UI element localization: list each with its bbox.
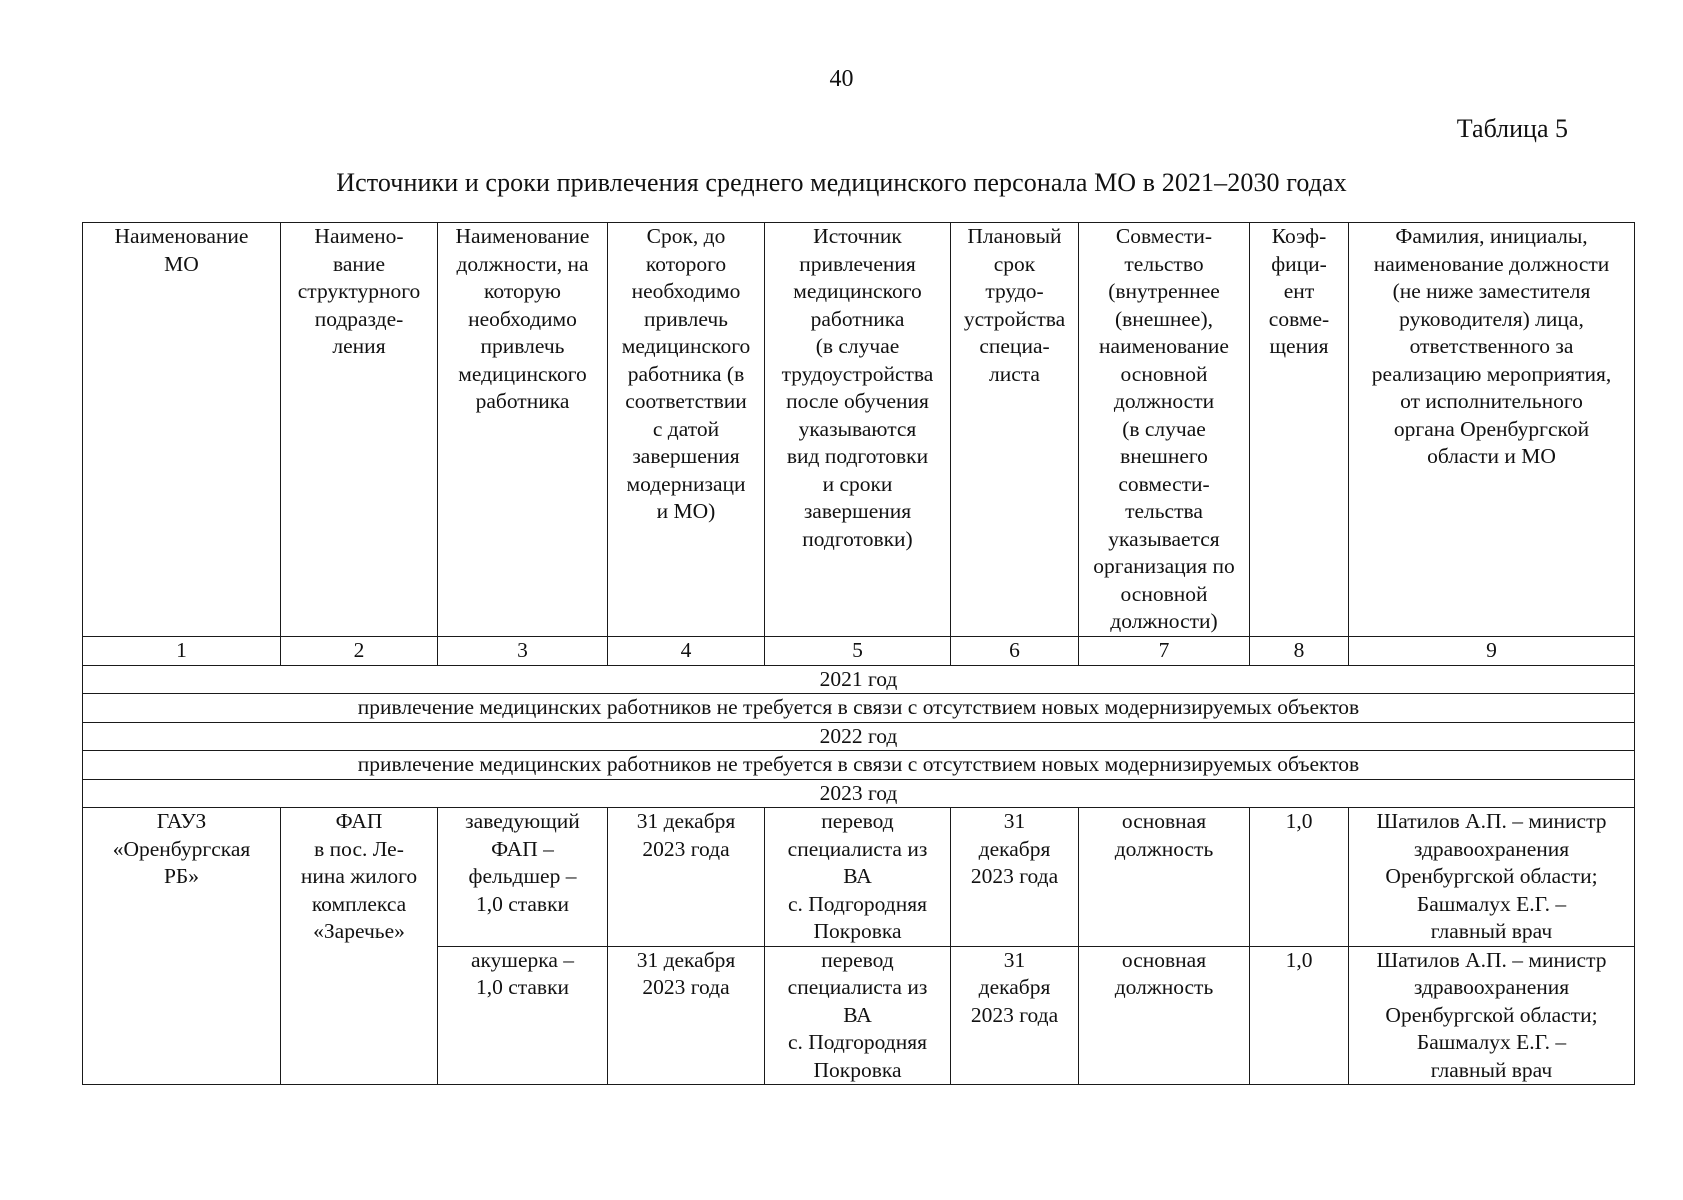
position-cell [438,808,608,947]
cell-text-line: Плановый [967,224,1062,248]
mo-name-cell [83,808,281,1085]
cell-text-line: (внутреннее [1108,279,1220,303]
cell-text-line: организация по [1093,554,1235,578]
cell-text-line: фици- [1271,251,1327,276]
cell-text-line: МО [164,251,199,276]
cell-text-line: Наименование [455,224,590,248]
column-number: 7 [1079,637,1250,666]
table-label: Таблица 5 [1456,114,1568,143]
cell-text-line: Коэф- [1271,224,1327,248]
header-cell-coefficient [1250,223,1349,637]
cell-text-line: устройства [963,306,1066,331]
cell-text-line: «Заречье» [313,919,405,943]
column-number-row [83,637,1635,666]
cell-text-line: РБ» [163,864,200,888]
note-row-2022 [83,751,1635,780]
cell-text-line: завершения [632,444,740,468]
cell-text-line: (в случае [1122,416,1206,441]
cell-text-line: должность [1114,836,1214,861]
cell-text-line: основная [1121,947,1207,972]
cell-text-line: здравоохранения [1413,975,1570,999]
cell-text-line: 31 [1003,947,1026,972]
column-number: 2 [281,637,438,666]
cell-text-line: медицинского [458,361,587,386]
cell-text-line: здравоохранения [1413,836,1570,861]
cell-text-line: Башмалух Е.Г. – [1416,891,1567,916]
cell-text-line: наименование [1099,334,1229,358]
cell-text-line: Источник [813,224,902,248]
cell-text-line: основная [1121,809,1207,833]
cell-text-line: и МО) [656,499,716,523]
cell-text-line: декабря [978,836,1051,861]
cell-text-line: руководителя) лица, [1399,306,1584,331]
cell-text-line: перевод [821,809,894,833]
cell-text-line: и сроки [822,471,893,496]
cell-text-line: перевод [821,947,894,972]
cell-text-line: Шатилов А.П. – министр [1376,809,1607,833]
cell-text-line: ВА [843,1002,872,1027]
cell-text-line: Совмести- [1115,224,1213,248]
unit-name-cell [281,808,438,1085]
cell-text-line: привлечь [480,334,565,358]
cell-text-line: 1,0 ставки [475,891,570,916]
cell-text-line: модернизаци [626,471,746,496]
cell-text-line: главный врач [1430,919,1553,943]
cell-text-line: наименование должности [1373,251,1610,276]
cell-text-line: специалиста из [787,975,928,999]
cell-text-line: соответствии [625,389,747,413]
cell-text-line: ент [1283,279,1315,303]
cell-text-line: медицинского [621,334,751,358]
column-number: 3 [438,637,608,666]
cell-text-line: которого [645,251,727,276]
cell-text-line: Наименование [114,224,249,248]
column-number: 5 [765,637,951,666]
header-cell-planned-date [951,223,1079,637]
cell-text-line: Покровка [813,919,902,943]
year-heading: 2022 год [83,722,1635,751]
cell-text-line: (внешнее), [1114,306,1214,331]
cell-text-line: 31 декабря [636,947,736,972]
source-cell [765,946,951,1085]
table-header-row [83,223,1635,637]
cell-text-line: 2023 года [642,975,730,999]
cell-text-line: листа [989,361,1040,386]
year-row-2023 [83,779,1635,808]
cell-text-line: 2023 года [642,836,730,861]
cell-text-line: с. Подгородняя [787,891,928,916]
year-heading: 2021 год [83,665,1635,694]
document-title: Источники и сроки привлечения среднего медицинского персонала МО в 2021–2030 годах [336,168,1347,197]
cell-text-line: привлечения [799,251,916,276]
cell-text-line: реализацию мероприятия, [1371,361,1612,386]
cell-text-line: внешнего [1120,444,1208,468]
cell-text-line: акушерка – [470,947,575,972]
cell-text-line: 2023 года [970,1002,1059,1027]
cell-text-line: Срок, до [646,224,726,248]
combination-cell [1079,946,1250,1085]
cell-text-line: Шатилов А.П. – министр [1376,947,1607,972]
planned-date-cell [951,946,1079,1085]
deadline-cell [608,946,765,1085]
cell-text-line: после обучения [786,389,929,413]
cell-text-line: трудо- [985,279,1044,303]
column-number: 1 [83,637,281,666]
responsible-cell [1349,946,1635,1085]
header-cell-deadline [608,223,765,637]
cell-text-line: заведующий [465,809,580,833]
cell-text-line: области и МО [1427,444,1556,468]
cell-text-line: необходимо [468,306,577,331]
cell-text-line: с датой [652,416,720,441]
cell-text-line: фельдшер – [468,864,577,888]
cell-text-line: срок [993,251,1036,276]
cell-text-line: основной [1120,361,1208,386]
cell-text-line: указываются [798,416,917,441]
cell-text-line: должность [1114,975,1214,999]
column-number: 9 [1349,637,1635,666]
cell-text-line: работника [810,306,905,331]
header-cell-mo [83,223,281,637]
cell-text-line: Покровка [813,1057,902,1082]
year-heading: 2023 год [83,779,1635,808]
cell-text-line: специалиста из [787,836,928,861]
cell-text-line: указывается [1108,526,1220,551]
cell-text-line: привлечь [644,306,728,331]
cell-text-line: с. Подгородняя [787,1030,928,1054]
cell-text-line: 1,0 ставки [475,975,570,999]
cell-text-line: ГАУЗ [156,809,207,833]
cell-text-line: 31 [1003,809,1026,833]
header-cell-position [438,223,608,637]
cell-text-line: ФАП [335,809,383,833]
combination-cell [1079,808,1250,947]
cell-text-line: ответственного за [1409,334,1574,358]
cell-text-line: основной [1120,581,1208,606]
header-cell-responsible [1349,223,1635,637]
cell-text-line: главный врач [1430,1057,1553,1082]
cell-text-line: Башмалух Е.Г. – [1416,1030,1567,1054]
cell-text-line: совмести- [1118,471,1210,496]
header-cell-source [765,223,951,637]
column-number: 6 [951,637,1079,666]
column-number: 4 [608,637,765,666]
cell-text-line: которую [484,279,561,303]
cell-text-line: работника (в [627,361,745,386]
cell-text-line: органа Оренбургской [1393,416,1590,441]
source-cell [765,808,951,947]
note-row-2021 [83,694,1635,723]
cell-text-line: 2023 года [970,864,1059,888]
header-cell-combination [1079,223,1250,637]
year-row-2022 [83,722,1635,751]
cell-text-line: тельство [1124,251,1204,276]
cell-text-line: необходимо [631,279,741,303]
cell-text-line: 31 декабря [636,809,736,833]
cell-text-line: (не ниже заместителя [1392,279,1591,303]
cell-text-line: комплекса [311,891,407,916]
cell-text-line: нина жилого [300,864,418,888]
cell-text-line: (в случае [815,334,900,358]
cell-text-line: Оренбургской области; [1385,1002,1598,1027]
planned-date-cell [951,808,1079,947]
cell-text-line: совме- [1268,306,1330,331]
page-number: 40 [829,66,854,92]
cell-text-line: от исполнительного [1400,389,1583,413]
cell-text-line: завершения [803,499,912,523]
cell-text-line: вание [333,251,385,276]
cell-text-line: Фамилия, инициалы, [1395,224,1588,248]
cell-text-line: Наимено- [314,224,404,248]
cell-text-line: медицинского [793,279,922,303]
cell-text-line: ления [332,334,386,358]
cell-text-line: тельства [1125,499,1203,523]
responsible-cell [1349,808,1635,947]
deadline-cell [608,808,765,947]
cell-text-line: трудоустройства [781,361,934,386]
cell-text-line: «Оренбургская [112,836,251,861]
cell-text-line: декабря [978,975,1051,999]
position-cell [438,946,608,1085]
cell-text-line: Оренбургской области; [1385,864,1598,888]
cell-text-line: должности) [1110,609,1218,633]
cell-text-line: щения [1269,334,1329,358]
personnel-table [82,222,1635,1085]
cell-text-line: вид подготовки [786,444,929,468]
cell-text-line: подразде- [314,306,404,331]
cell-text-line: работника [475,389,570,413]
year-row-2021 [83,665,1635,694]
column-number: 8 [1250,637,1349,666]
cell-text-line: должности, на [456,251,589,276]
cell-text-line: в пос. Ле- [314,836,404,861]
cell-text-line: должности [1113,389,1215,413]
table-row [83,808,1635,947]
coefficient-cell: 1,0 [1250,946,1349,1085]
cell-text-line: специа- [979,334,1050,358]
header-cell-unit [281,223,438,637]
year-note: привлечение медицинских работников не требуется в связи с отсутствием новых модернизируемых объектов [83,694,1635,723]
cell-text-line: ВА [843,864,872,888]
cell-text-line: структурного [297,279,421,303]
cell-text-line: подготовки) [802,526,913,551]
year-note: привлечение медицинских работников не требуется в связи с отсутствием новых модернизируемых объектов [83,751,1635,780]
coefficient-cell: 1,0 [1250,808,1349,947]
cell-text-line: ФАП – [491,836,554,861]
